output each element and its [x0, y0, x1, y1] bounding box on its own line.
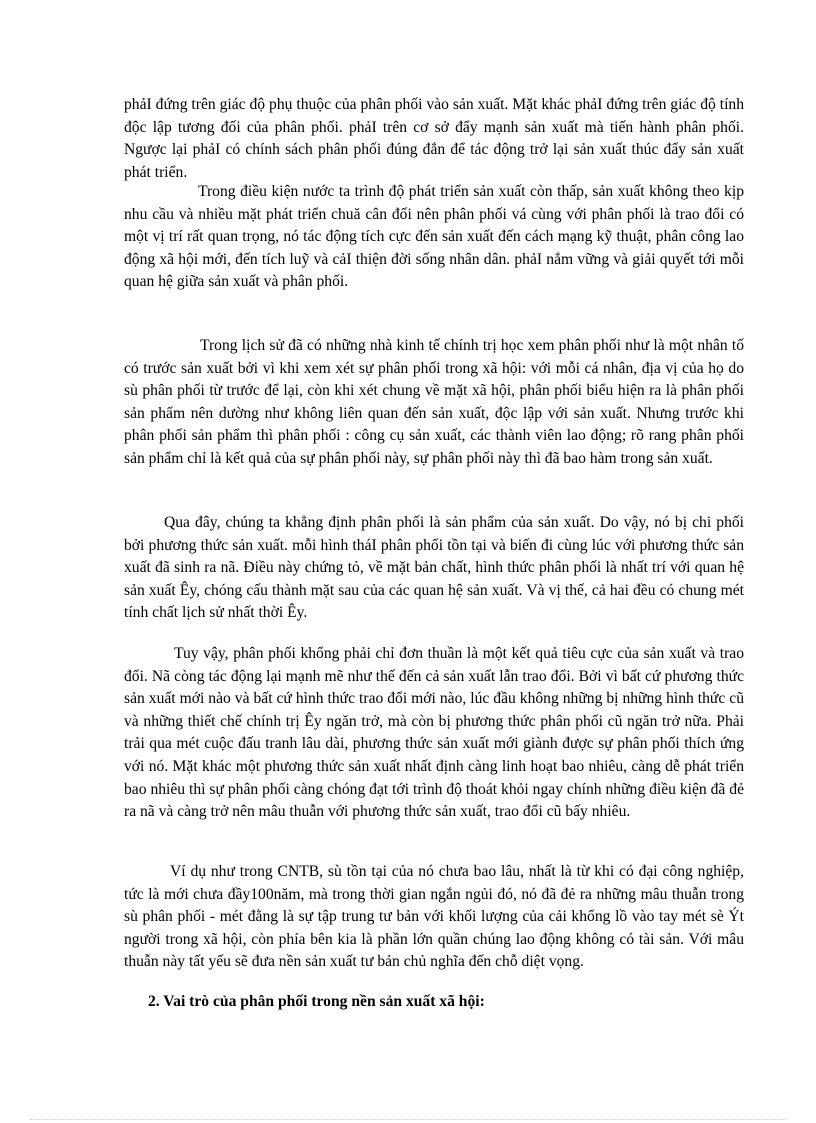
paragraph-3: Trong lịch sử đã có những nhà kinh tế chính trị học xem phân phối như là một nhân tố có trước sản xuất bởi vì khi xem xét sự phân phối trong xã hội: với mỗi cá nhân, địa vị của họ do sù phân phối từ trước để lại, còn khi xét chung về mặt xã hội, phân phối biểu hiện ra là phân phối sản phẩm nên dường như không liên quan đến sản xuất, độc lập với sản xuất. Nhưng trước khi phân phối sản phẩm thì phân phối : công cụ sản xuất, các thành viên lao động; rõ rang phân phối sản phẩm chỉ là kết quả của sự phân phối này, sự phân phối này thì đã bao hàm trong sản xuất. [124, 337, 744, 467]
paragraph-4: Qua đây, chúng ta khẳng định phân phối là sản phẩm của sản xuất. Do vậy, nó bị chi phối bởi phương thức sản xuất. mỗi hình tháI phân phối tồn tại và biến đi cùng lúc với phương thức sản xuất đã sinh ra nã. Điều này chứng tỏ, về mặt bản chất, hình thức phân phối là nhất trí với quan hệ sản xuất Êy, chóng cấu thành mặt sau của các quan hệ sản xuất. Và vị thế, cả hai đều có chung mét tính chất lịch sử nhất thời Êy. [124, 514, 744, 622]
paragraph-6: Ví dụ như trong CNTB, sù tồn tại của nó chưa bao lâu, nhất là từ khi có đại công nghiệp, tức là mới chưa đầy100năm, mà trong thời gian ngắn ngủi đó, nó đã đẻ ra những mâu thuẫn trong sù phân phối - mét đằng là sự tập trung tư bản với khối lượng của cải khổng lồ vào tay mét sè Ýt người trong xã hội, còn phía bên kia là phần lớn quần chúng lao động không có tài sản. Với mâu thuẫn này tất yếu sẽ đưa nền sản xuất tư bản chủ nghĩa đến chỗ diệt vọng. [124, 863, 744, 971]
section-heading: 2. Vai trò của phân phối trong nền sản xuất xã hội: [148, 993, 485, 1010]
paragraph-2: Trong điều kiện nước ta trình độ phát triển sản xuất còn thấp, sản xuất không theo kịp nhu cầu và nhiều mặt phát triển chuă cân đối nên phân phối vá cùng với phân phối là trao đổi có một vị trí rất quan trọng, nó tác động tích cực đến sản xuất đến cách mạng kỹ thuật, phân công lao động xã hội mới, đến tích luỹ và cảI thiện đời sống nhân dân. phảI nắm vững và giải quyết tới mỗi quan hệ giữa sản xuất và phân phối. [124, 183, 744, 291]
paragraph-1: phảI đứng trên giác độ phụ thuộc của phân phối vào sản xuất. Mặt khác phảI đứng trên giác độ tính độc lập tương đối của phân phối. phảI trên cơ sở đẩy mạnh sản xuất mà tiến hành phân phối. Ngược lại phảI có chính sách phân phối đúng đắn để tác động trở lại sản xuất thúc đẩy sản xuất phát triển. [124, 96, 744, 181]
paragraph-5: Tuy vậy, phân phối khổng phải chỉ đơn thuần là một kết quả tiêu cực của sản xuất và trao đổi. Nã còng tác động lại mạnh mẽ như thế đến cả sản xuất lẫn trao đổi. Bởi vì bất cứ phương thức sản xuất mới nào và bất cứ hình thức trao đổi mới nào, lúc đầu không những bị những hình thức cũ và những thiết chế chính trị Êy ngăn trở, mà còn bị phương thức phân phối cũ ngăn trở nữa. Phải trải qua mét cuộc đấu tranh lâu dài, phương thức sản xuất mới giành được sự phân phối thích ứng với nó. Mặt khác một phương thức sản xuất nhất định càng linh hoạt bao nhiêu, càng dễ phát triển bao nhiêu thì sự phân phối càng chóng đạt tới trình độ thoát khỏi ngay chính những điều kiện đã đẻ ra nã và càng trở nên mâu thuẫn với phương thức sản xuất, trao đổi cũ bấy nhiêu. [124, 645, 744, 821]
page-bottom-divider [30, 1119, 786, 1120]
